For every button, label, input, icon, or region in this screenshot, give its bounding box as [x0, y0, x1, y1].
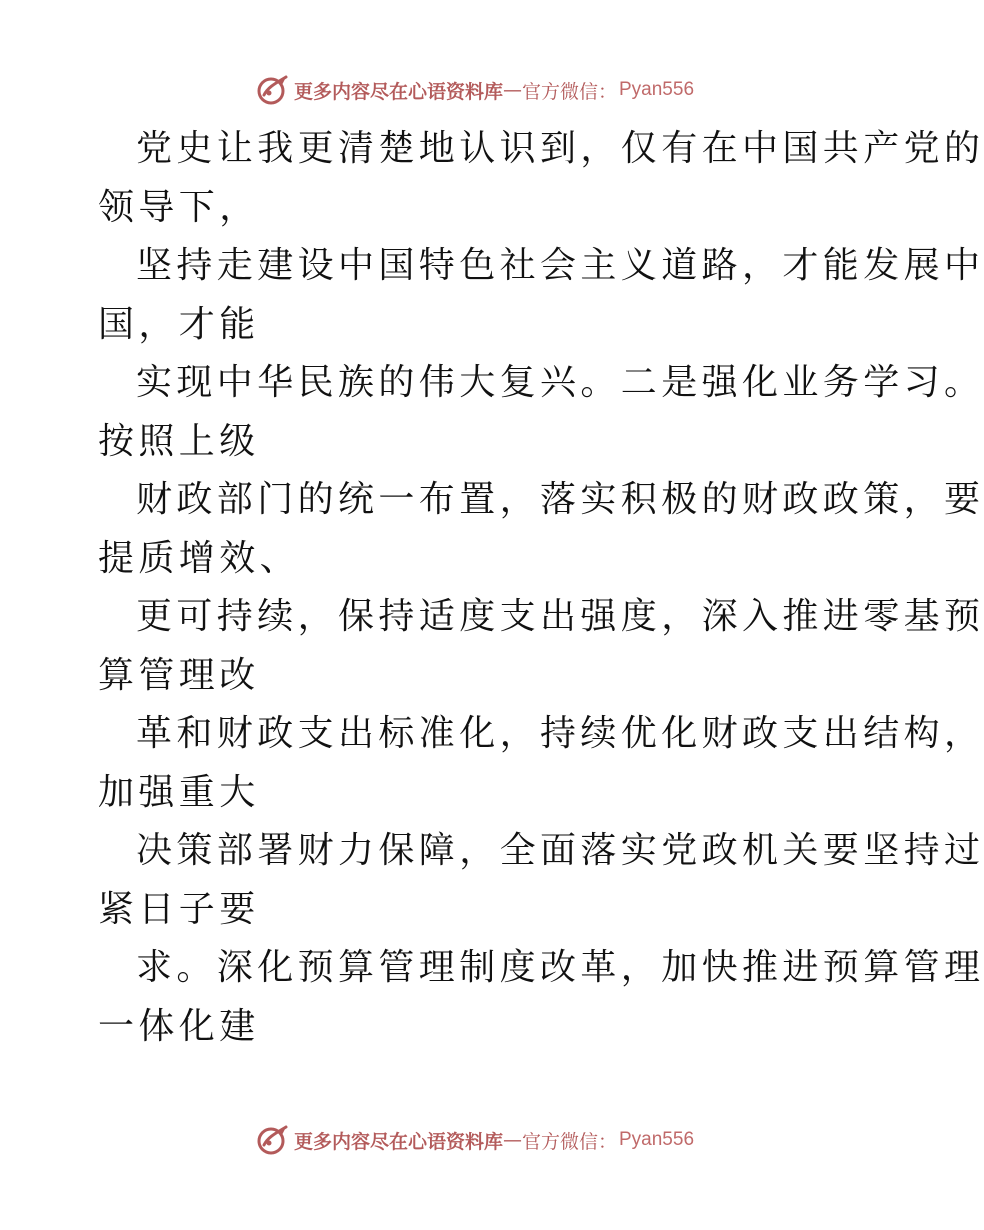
header-separator: —	[502, 79, 522, 101]
body-line: 领导下，	[98, 186, 260, 228]
body-line: 党史让我更清楚地认识到，仅有在中国共产党的	[136, 128, 984, 169]
body-line: 加强重大	[98, 771, 260, 813]
pen-circle-logo-icon	[256, 1123, 290, 1157]
body-line: 决策部署财力保障，全面落实党政机关要坚持过	[136, 830, 984, 871]
body-line: 一体化建	[98, 1005, 260, 1047]
footer-brand-text: 更多内容尽在心语资料库	[293, 1130, 503, 1153]
body-line: 财政部门的统一布置，落实积极的财政政策，要	[136, 479, 984, 520]
body-line: 坚持走建设中国特色社会主义道路，才能发展中	[136, 245, 984, 286]
header-brand-text: 更多内容尽在心语资料库	[293, 80, 503, 103]
body-line: 按照上级	[98, 420, 260, 462]
footer-account-id: Pyan556	[619, 1129, 695, 1150]
header-official-label: 官方微信：	[521, 80, 617, 103]
body-line: 革和财政支出标准化，持续优化财政支出结构，	[136, 713, 984, 754]
footer-official-label: 官方微信：	[521, 1130, 617, 1153]
body-line: 实现中华民族的伟大复兴。二是强化业务学习。	[136, 362, 984, 403]
pen-circle-logo-icon	[256, 73, 290, 107]
header-banner	[0, 70, 950, 110]
body-line: 提质增效、	[98, 537, 301, 579]
document-body	[98, 120, 984, 1056]
body-line: 算管理改	[98, 654, 260, 696]
header-account-id: Pyan556	[619, 79, 695, 100]
body-line: 紧日子要	[98, 888, 260, 930]
footer-separator: —	[502, 1129, 522, 1151]
body-line: 更可持续，保持适度支出强度，深入推进零基预	[136, 596, 984, 637]
body-line: 国，才能	[98, 303, 260, 345]
body-line: 求。深化预算管理制度改革，加快推进预算管理	[136, 947, 984, 988]
footer-banner	[0, 1120, 950, 1160]
